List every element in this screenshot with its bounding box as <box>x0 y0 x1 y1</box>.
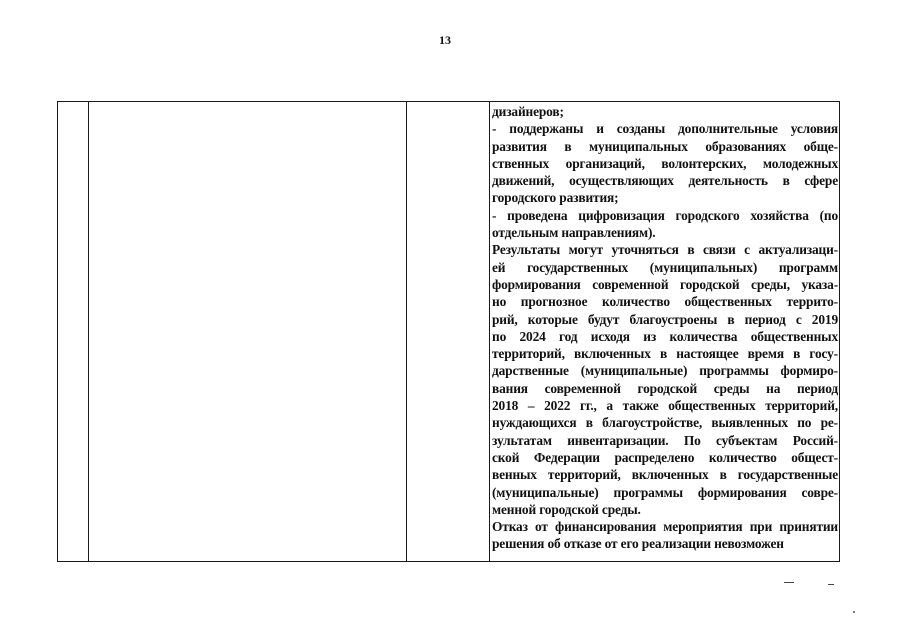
text-line: ей государственных (муниципальных) программ <box>492 259 838 275</box>
scan-speck <box>828 584 834 585</box>
text-line: нуждающихся в благоустройстве, выявленных по ре- <box>492 415 838 431</box>
text-line: - поддержаны и созданы дополнительные условия <box>492 121 838 137</box>
text-line: развития в муниципальных образованиях обще- <box>492 138 838 154</box>
text-line: решения об отказе от его реализации невозможен <box>492 536 784 552</box>
text-line: но прогнозное количество общественных террито- <box>492 294 838 310</box>
column-divider <box>88 102 89 561</box>
scan-speck <box>784 582 794 583</box>
text-line: вания современной городской среды на период <box>492 380 838 396</box>
text-line: венных территорий, включенных в государственные <box>492 467 838 483</box>
text-line: движений, осуществляющих деятельность в сфере <box>492 173 838 189</box>
document-table <box>57 101 840 562</box>
column-divider <box>489 102 490 561</box>
text-line: зультатам инвентаризации. По субъектам Россий- <box>492 432 838 448</box>
text-line: ской Федерации распределено количество общест- <box>492 449 838 465</box>
text-line: городского развития; <box>492 190 619 206</box>
text-line: дарственные (муниципальные) программы формиро- <box>492 363 838 379</box>
text-line: по 2024 год исходя из количества общественных <box>492 328 838 344</box>
scan-speck <box>853 611 855 613</box>
text-line: отдельным направлениям). <box>492 225 656 241</box>
text-line: территорий, включенных в настоящее время в госу- <box>492 346 838 362</box>
text-line: ственных организаций, волонтерских, молодежных <box>492 155 838 171</box>
text-line: 2018 – 2022 гг., а также общественных территорий, <box>492 398 838 414</box>
results-cell-text <box>492 103 838 553</box>
page-number: 13 <box>439 33 451 47</box>
text-line: формирования современной городской среды, указа- <box>492 276 838 292</box>
text-line: - проведена цифровизация городского хозяйства (по <box>492 207 838 223</box>
text-line: (муниципальные) программы формирования совре- <box>492 484 838 500</box>
text-line: рий, которые будут благоустроены в период с 2019 <box>492 311 838 327</box>
column-divider <box>406 102 407 561</box>
text-line: Результаты могут уточняться в связи с актуализаци- <box>492 242 838 258</box>
text-line: Отказ от финансирования мероприятия при принятии <box>492 519 838 535</box>
text-line: дизайнеров; <box>492 104 564 119</box>
text-line: менной городской среды. <box>492 501 641 517</box>
